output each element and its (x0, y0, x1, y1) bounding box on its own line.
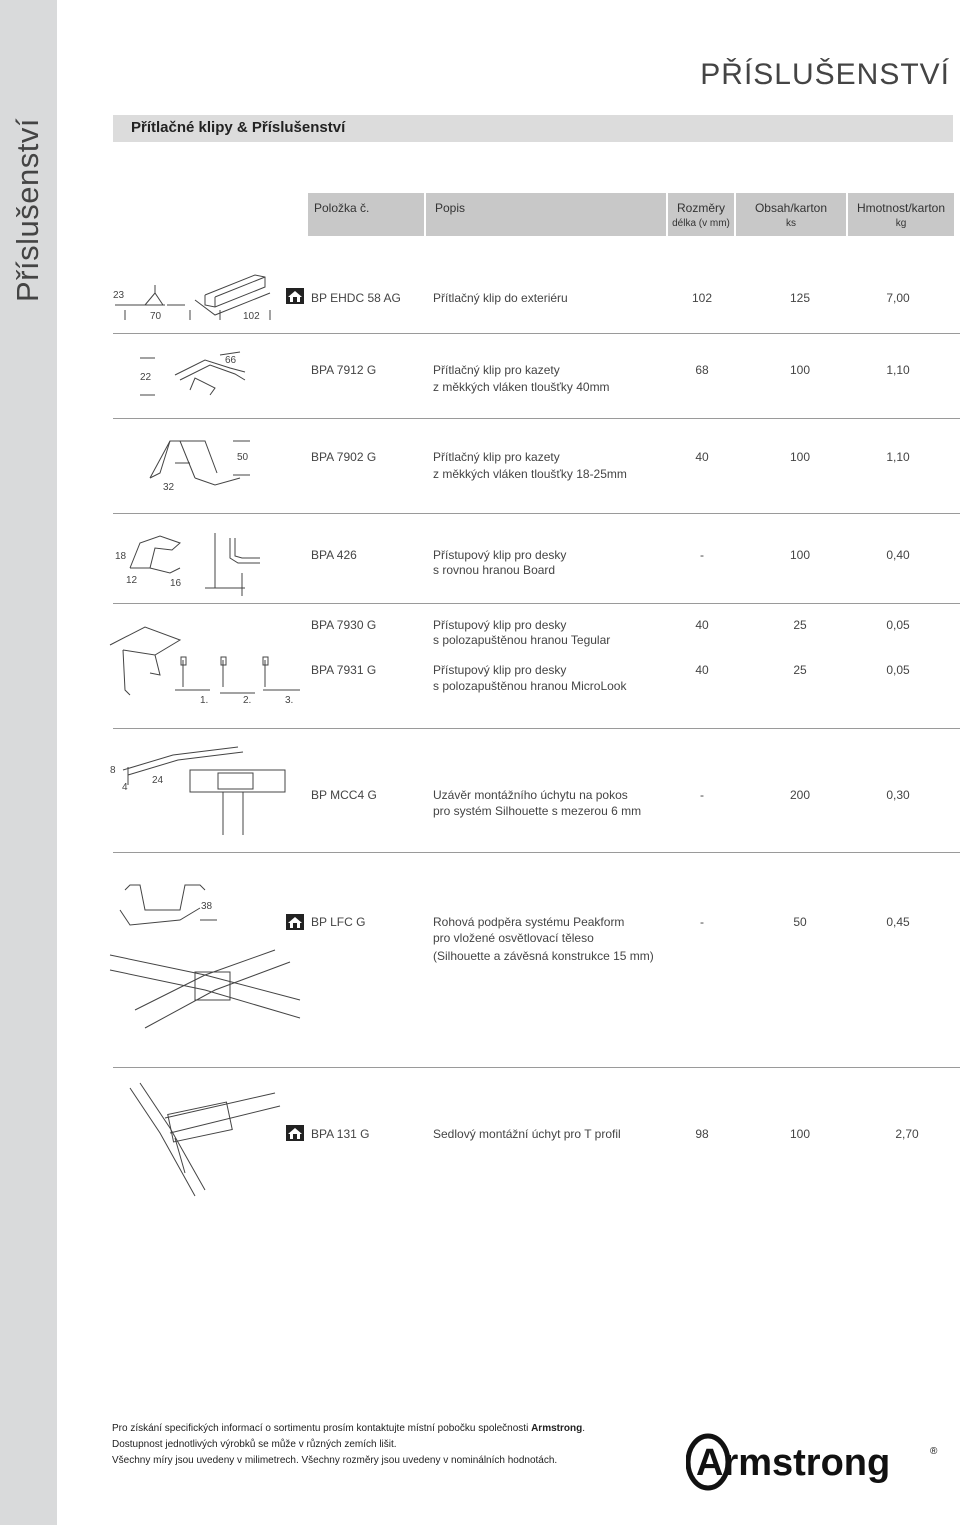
row-separator (113, 513, 960, 514)
house-icon (286, 288, 304, 304)
header-item-no: Položka č. (308, 193, 424, 236)
step-label: 3. (285, 695, 294, 706)
row-desc: Přístupový klip pro desky (433, 663, 567, 677)
row-weight: 0,30 (886, 788, 910, 802)
row-dim: 40 (695, 663, 709, 677)
row-dim: 68 (695, 363, 709, 377)
row-dim: 98 (695, 1127, 709, 1141)
row-desc: Přítlačný klip pro kazety (433, 450, 560, 464)
figure-bpa426-clip (110, 528, 290, 603)
row-pack: 125 (789, 291, 811, 305)
row-weight: 7,00 (886, 291, 910, 305)
dimension-label: 102 (243, 311, 260, 322)
dimension-label: 4 (122, 782, 128, 793)
dimension-label: 12 (126, 575, 138, 586)
header-description: Popis (426, 193, 666, 236)
row-weight: 2,70 (895, 1127, 919, 1141)
dimension-label: 38 (201, 901, 213, 912)
dimension-label: 50 (237, 452, 249, 463)
row-desc: z měkkých vláken tloušťky 18-25mm (433, 467, 627, 481)
footer-line-3: Všechny míry jsou uvedeny v milimetrech. Všechny rozměry jsou uvedeny v nominálních hodnotách. (112, 1455, 558, 1466)
footer-line-1: Pro získání specifických informací o sortimentu prosím kontaktujte místní pobočku společnosti Armstrong. (112, 1423, 585, 1434)
row-dim: - (700, 788, 704, 802)
row-weight: 0,40 (886, 548, 910, 562)
row-separator (113, 1067, 960, 1068)
step-label: 2. (243, 695, 252, 706)
step-label: 1. (200, 695, 209, 706)
row-dim: 40 (695, 618, 709, 632)
row-desc: Sedlový montážní úchyt pro T profil (433, 1127, 621, 1141)
row-pack: 200 (789, 788, 811, 802)
row-code: BP EHDC 58 AG (311, 291, 401, 305)
dimension-label: 22 (140, 372, 152, 383)
row-pack: 50 (793, 915, 807, 929)
row-desc: z měkkých vláken tloušťky 40mm (433, 380, 610, 394)
dimension-label: 18 (115, 551, 127, 562)
row-desc: Přítlačný klip pro kazety (433, 363, 560, 377)
row-code: BP MCC4 G (311, 788, 377, 802)
row-dim: 102 (691, 291, 713, 305)
row-code: BPA 7930 G (311, 618, 377, 632)
row-desc: (Silhouette a závěsná konstrukce 15 mm) (433, 949, 654, 963)
logo-text: Armstrong (696, 1442, 891, 1484)
page-title: PŘÍSLUŠENSTVÍ (700, 58, 950, 91)
section-title: Přítlačné klipy & Příslušenství (131, 119, 346, 136)
dimension-label: 8 (110, 765, 116, 776)
dimension-label: 24 (152, 775, 164, 786)
row-pack: 100 (789, 1127, 811, 1141)
row-desc: s rovnou hranou Board (433, 563, 556, 577)
row-desc: s polozapuštěnou hranou Tegular (433, 633, 611, 647)
row-pack: 25 (793, 663, 807, 677)
row-code: BPA 426 (311, 548, 357, 562)
row-code: BPA 7902 G (311, 450, 377, 464)
sidebar-label: Příslušenství (10, 118, 45, 302)
row-code: BP LFC G (311, 915, 366, 929)
row-weight: 0,05 (886, 618, 910, 632)
row-dim: - (700, 548, 704, 562)
figure-bpa131-clip (125, 1078, 285, 1203)
section-bar (113, 115, 953, 142)
dimension-label: 23 (113, 290, 125, 301)
row-separator (113, 852, 960, 853)
row-separator (113, 728, 960, 729)
dimension-label: 16 (170, 578, 182, 589)
header-weight: Hmotnost/karton kg (848, 193, 954, 236)
row-desc: pro vložené osvětlovací těleso (433, 931, 594, 945)
row-separator (113, 418, 960, 419)
figure-bpa7930-clip (105, 615, 310, 710)
header-dimensions: Rozměry délka (v mm) (668, 193, 734, 236)
row-dim: 40 (695, 450, 709, 464)
row-pack: 100 (789, 363, 811, 377)
house-icon (286, 1125, 304, 1141)
header-pack: Obsah/karton ks (736, 193, 846, 236)
armstrong-logo (686, 1432, 940, 1492)
row-desc: pro systém Silhouette s mezerou 6 mm (433, 804, 642, 818)
figure-bpa7902-clip (145, 433, 265, 498)
figure-bpa7912-clip (135, 350, 265, 400)
row-code: BPA 7912 G (311, 363, 377, 377)
dimension-label: 70 (150, 311, 162, 322)
row-code: BPA 7931 G (311, 663, 377, 677)
row-weight: 0,05 (886, 663, 910, 677)
figure-lfc-clip (105, 880, 305, 1040)
dimension-label: 32 (163, 482, 175, 493)
row-weight: 0,45 (886, 915, 910, 929)
figure-mcc4-clip (108, 745, 288, 840)
row-pack: 100 (789, 548, 811, 562)
row-desc: Přítlačný klip do exteriéru (433, 291, 568, 305)
row-desc: Přístupový klip pro desky (433, 548, 567, 562)
row-desc: Rohová podpěra systému Peakform (433, 915, 625, 929)
row-pack: 100 (789, 450, 811, 464)
row-desc: s polozapuštěnou hranou MicroLook (433, 679, 627, 693)
row-desc: Uzávěr montážního úchytu na pokos (433, 788, 628, 802)
footer-line-2: Dostupnost jednotlivých výrobků se může v různých zemích lišit. (112, 1439, 397, 1450)
row-dim: - (700, 915, 704, 929)
row-weight: 1,10 (886, 363, 910, 377)
sidebar (0, 0, 57, 1525)
row-separator (113, 603, 960, 604)
footer-brand: Armstrong (531, 1423, 583, 1434)
row-pack: 25 (793, 618, 807, 632)
logo-registered-mark: ® (930, 1446, 938, 1457)
row-weight: 1,10 (886, 450, 910, 464)
figure-ehdc-clip (105, 265, 285, 327)
row-code: BPA 131 G (311, 1127, 370, 1141)
dimension-label: 66 (225, 355, 237, 366)
row-desc: Přístupový klip pro desky (433, 618, 567, 632)
row-separator (113, 333, 960, 334)
